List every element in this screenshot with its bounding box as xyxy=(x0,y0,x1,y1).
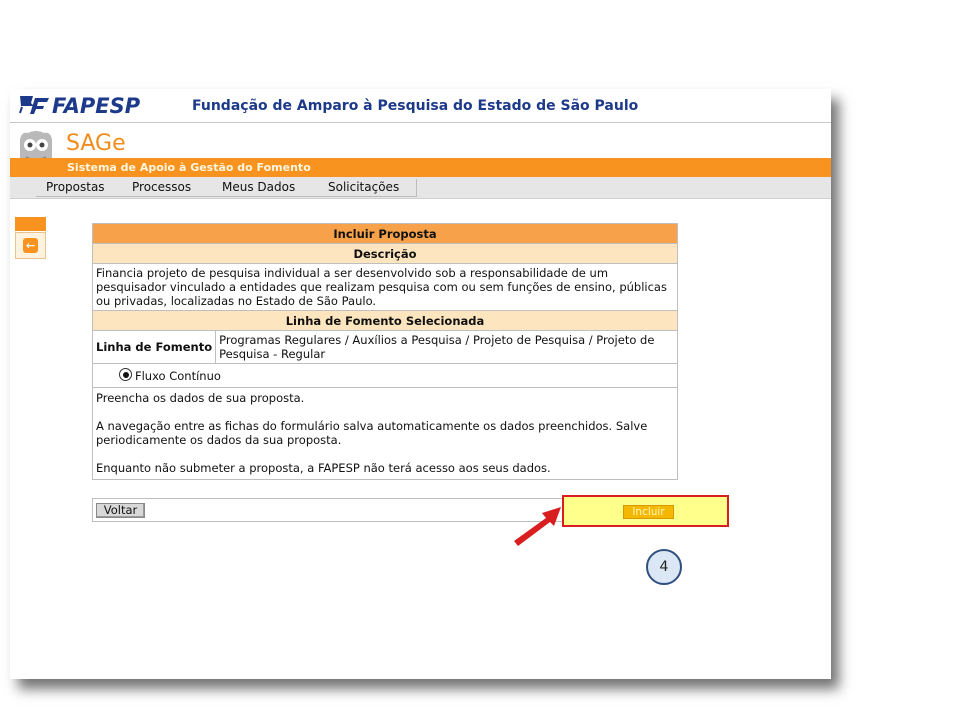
system-name-bar xyxy=(10,158,831,177)
back-arrow-button[interactable] xyxy=(15,232,46,259)
description-text: Financia projeto de pesquisa individual a ser desenvolvido sob a responsabilidade de um pesquisador vinculado a entidades que realizam pesquisa com ou sem funções de ensino, públicas ou privadas, localizadas no Estado de São Paulo. xyxy=(93,264,678,311)
flow-option-row xyxy=(93,364,678,388)
menu-items xyxy=(36,179,417,197)
arrow-left-icon: ← xyxy=(23,238,38,253)
instruction-access: Enquanto não submeter a proposta, a FAPESP não terá acesso aos seus dados. xyxy=(96,461,551,475)
menu-item-propostas[interactable]: Propostas xyxy=(46,180,105,194)
instruction-fill: Preencha os dados de sua proposta. xyxy=(96,391,305,405)
menu-item-processos[interactable]: Processos xyxy=(132,180,192,194)
callout-arrow-icon xyxy=(512,504,564,552)
sage-logo-text: SAGe xyxy=(66,131,126,156)
instruction-autosave: A navegação entre as fichas do formulário salva automaticamente os dados preenchidos. Salve periodicamente os dados da sua proposta. xyxy=(96,419,648,447)
screenshot-frame xyxy=(10,89,831,679)
back-button[interactable]: Voltar xyxy=(96,503,145,518)
funding-line-label: Linha de Fomento xyxy=(93,331,216,364)
funding-line-header: Linha de Fomento Selecionada xyxy=(93,311,678,331)
description-header: Descrição xyxy=(93,244,678,264)
main-menu xyxy=(10,177,831,199)
form-title: Incluir Proposta xyxy=(93,224,678,244)
include-proposal-form xyxy=(92,223,678,480)
sage-banner xyxy=(10,123,831,157)
fapesp-logo-text: FAPESP xyxy=(52,94,141,118)
include-button-highlight xyxy=(562,495,729,527)
fapesp-flag-icon xyxy=(16,94,50,118)
step-number-badge: 4 xyxy=(646,549,682,585)
instructions xyxy=(93,388,678,480)
header-bar xyxy=(10,89,831,123)
menu-item-meus-dados[interactable]: Meus Dados xyxy=(222,180,296,194)
org-title: Fundação de Amparo à Pesquisa do Estado de São Paulo xyxy=(192,98,639,114)
menu-item-solicitacoes[interactable]: Solicitações xyxy=(328,180,400,194)
system-subtitle: Sistema de Apoio à Gestão do Fomento xyxy=(67,161,311,174)
fluxo-continuo-radio[interactable] xyxy=(119,368,132,381)
back-tab-decoration xyxy=(15,217,46,231)
funding-line-value: Programas Regulares / Auxílios a Pesquisa / Projeto de Pesquisa / Projeto de Pesquisa - Regular xyxy=(216,331,678,364)
fluxo-continuo-label: Fluxo Contínuo xyxy=(135,369,221,383)
include-button[interactable]: Incluir xyxy=(623,505,674,519)
fapesp-logo xyxy=(16,94,140,118)
